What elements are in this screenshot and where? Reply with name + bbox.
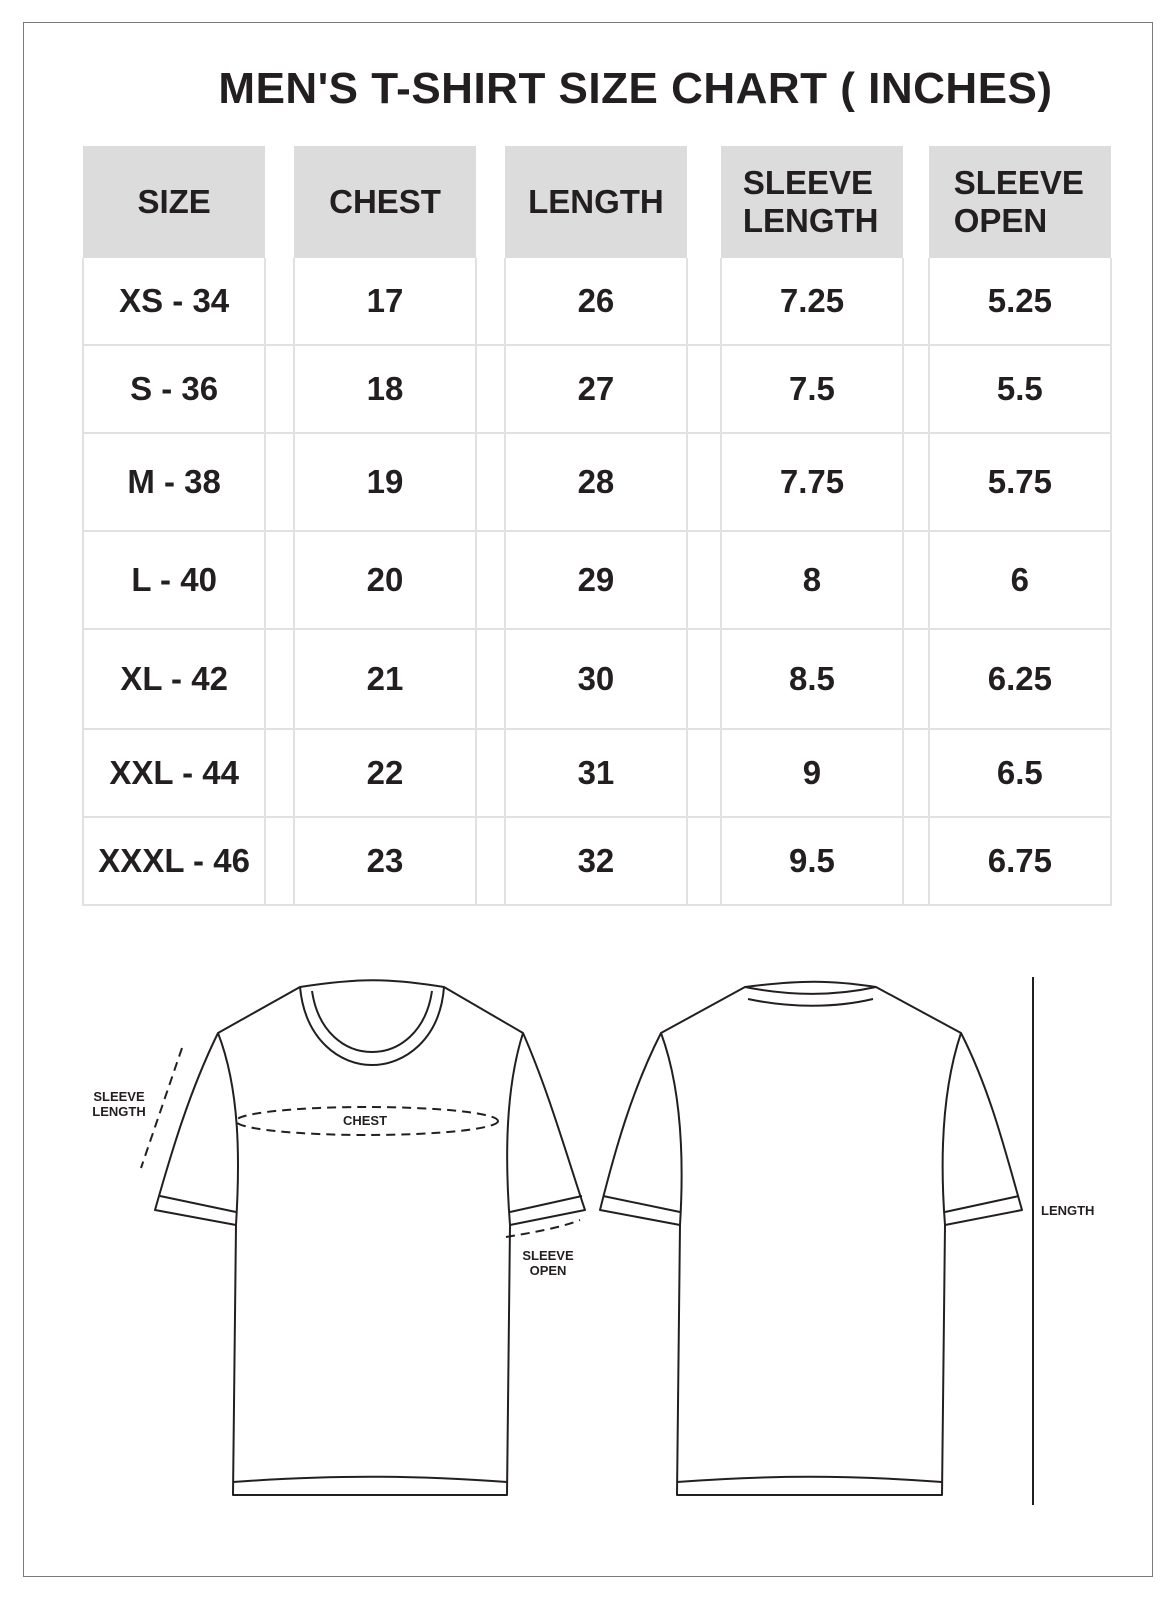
cell-chest: 18 xyxy=(294,345,476,433)
sleeve-open-label-line1: SLEEVE xyxy=(522,1248,574,1263)
tshirt-front-icon xyxy=(155,980,585,1495)
cell-sleeve-length: 9.5 xyxy=(721,817,903,905)
cell-size: XL - 42 xyxy=(83,629,265,729)
cell-length: 27 xyxy=(505,345,687,433)
cell-sleeve-open: 5.75 xyxy=(929,433,1111,531)
cell-size: XXL - 44 xyxy=(83,729,265,817)
sleeve-open-label-line2: OPEN xyxy=(529,1263,567,1278)
tshirt-back-icon xyxy=(600,982,1022,1495)
cell-sleeve-length: 8.5 xyxy=(721,629,903,729)
cell-size: XXXL - 46 xyxy=(83,817,265,905)
chest-label: CHEST xyxy=(335,1113,395,1128)
length-label: LENGTH xyxy=(1041,1203,1095,1218)
cell-chest: 20 xyxy=(294,531,476,629)
sleeve-length-label xyxy=(86,1089,152,1119)
cell-chest: 22 xyxy=(294,729,476,817)
header-length: LENGTH xyxy=(505,146,687,258)
header-size: SIZE xyxy=(83,146,265,258)
sleeve-open-measure-line xyxy=(506,1220,580,1237)
header-sleeve-length: SLEEVE LENGTH xyxy=(721,146,903,258)
cell-sleeve-length: 8 xyxy=(721,531,903,629)
cell-chest: 21 xyxy=(294,629,476,729)
header-chest: CHEST xyxy=(294,146,476,258)
page-title: MEN'S T-SHIRT SIZE CHART ( INCHES) xyxy=(218,64,1053,113)
cell-chest: 19 xyxy=(294,433,476,531)
cell-length: 26 xyxy=(505,258,687,345)
cell-sleeve-open: 5.25 xyxy=(929,258,1111,345)
cell-sleeve-length: 9 xyxy=(721,729,903,817)
sleeve-length-label-line2: LENGTH xyxy=(92,1104,146,1119)
sleeve-open-label xyxy=(516,1248,580,1278)
cell-sleeve-open: 6.25 xyxy=(929,629,1111,729)
cell-length: 31 xyxy=(505,729,687,817)
cell-chest: 17 xyxy=(294,258,476,345)
cell-chest: 23 xyxy=(294,817,476,905)
cell-sleeve-length: 7.5 xyxy=(721,345,903,433)
cell-length: 32 xyxy=(505,817,687,905)
header-sleeve-open: SLEEVE OPEN xyxy=(929,146,1111,258)
cell-size: L - 40 xyxy=(83,531,265,629)
cell-sleeve-open: 5.5 xyxy=(929,345,1111,433)
cell-sleeve-length: 7.25 xyxy=(721,258,903,345)
sleeve-length-label-line1: SLEEVE xyxy=(93,1089,145,1104)
cell-sleeve-length: 7.75 xyxy=(721,433,903,531)
cell-size: XS - 34 xyxy=(83,258,265,345)
cell-sleeve-open: 6.5 xyxy=(929,729,1111,817)
cell-size: M - 38 xyxy=(83,433,265,531)
cell-sleeve-open: 6 xyxy=(929,531,1111,629)
cell-length: 30 xyxy=(505,629,687,729)
cell-size: S - 36 xyxy=(83,345,265,433)
cell-length: 29 xyxy=(505,531,687,629)
cell-sleeve-open: 6.75 xyxy=(929,817,1111,905)
cell-length: 28 xyxy=(505,433,687,531)
